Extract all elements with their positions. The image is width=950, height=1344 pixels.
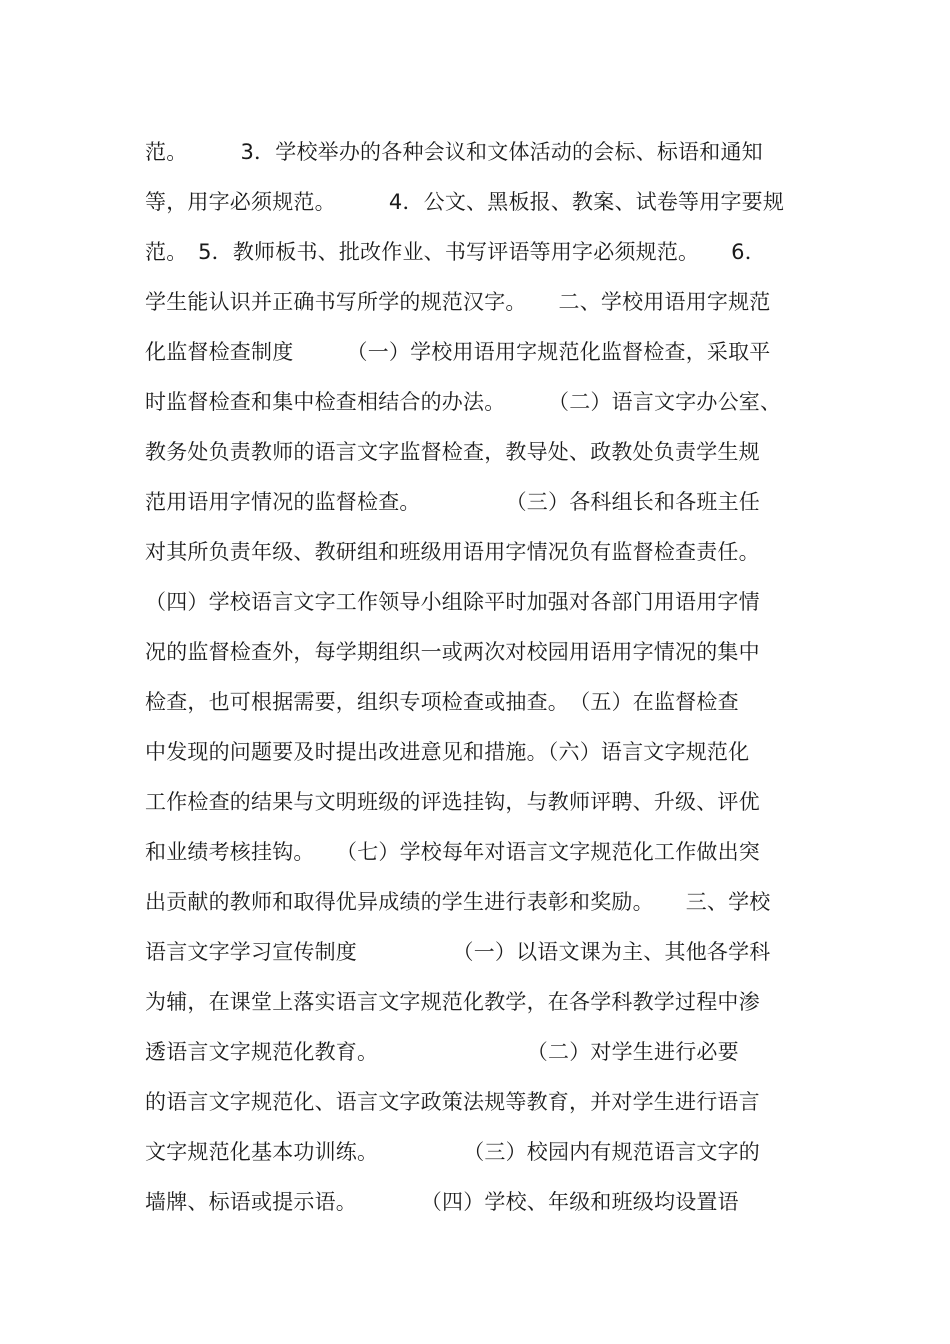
text-line: 墙牌、标语或提示语。 （四）学校、年级和班级均设置语 <box>145 1190 739 1214</box>
text-line: 出贡献的教师和取得优异成绩的学生进行表彰和奖励。 三、学校 <box>145 890 771 914</box>
text-line: 学生能认识并正确书写所学的规范汉字。 二、学校用语用字规范 <box>145 290 771 314</box>
text-line: 的语言文字规范化、语言文字政策法规等教育，并对学生进行语言 <box>145 1090 760 1114</box>
text-line: 范。 3．学校举办的各种会议和文体活动的会标、标语和通知 <box>145 140 763 164</box>
text-line: 对其所负责年级、教研组和班级用语用字情况负有监督检查责任。 <box>145 540 760 564</box>
text-line: 范。 5．教师板书、批改作业、书写评语等用字必须规范。 6． <box>145 240 766 264</box>
text-line: 中发现的问题要及时提出改进意见和措施。（六）语言文字规范化 <box>145 740 750 764</box>
text-line: 语言文字学习宣传制度 （一）以语文课为主、其他各学科 <box>145 940 771 964</box>
text-line: 等，用字必须规范。 4．公文、黑板报、教案、试卷等用字要规 <box>145 190 785 214</box>
text-line: （四）学校语言文字工作领导小组除平时加强对各部门用语用字情 <box>145 590 760 614</box>
text-line: 工作检查的结果与文明班级的评选挂钩，与教师评聘、升级、评优 <box>145 790 760 814</box>
text-line: 时监督检查和集中检查相结合的办法。 （二）语言文字办公室、 <box>145 390 782 414</box>
text-line: 检查，也可根据需要，组织专项检查或抽查。 （五）在监督检查 <box>145 690 739 714</box>
text-line: 文字规范化基本功训练。 （三）校园内有规范语言文字的 <box>145 1140 760 1164</box>
text-line: 透语言文字规范化教育。 （二）对学生进行必要 <box>145 1040 739 1064</box>
text-line: 况的监督检查外，每学期组织一或两次对校园用语用字情况的集中 <box>145 640 760 664</box>
text-line: 和业绩考核挂钩。 （七）学校每年对语言文字规范化工作做出突 <box>145 840 760 864</box>
text-line: 化监督检查制度 （一）学校用语用字规范化监督检查，采取平 <box>145 340 771 364</box>
text-line: 教务处负责教师的语言文字监督检查，教导处、政教处负责学生规 <box>145 440 760 464</box>
text-line: 范用语用字情况的监督检查。 （三）各科组长和各班主任 <box>145 490 760 514</box>
text-line: 为辅，在课堂上落实语言文字规范化教学，在各学科教学过程中渗 <box>145 990 760 1014</box>
document-body <box>145 130 825 1230</box>
